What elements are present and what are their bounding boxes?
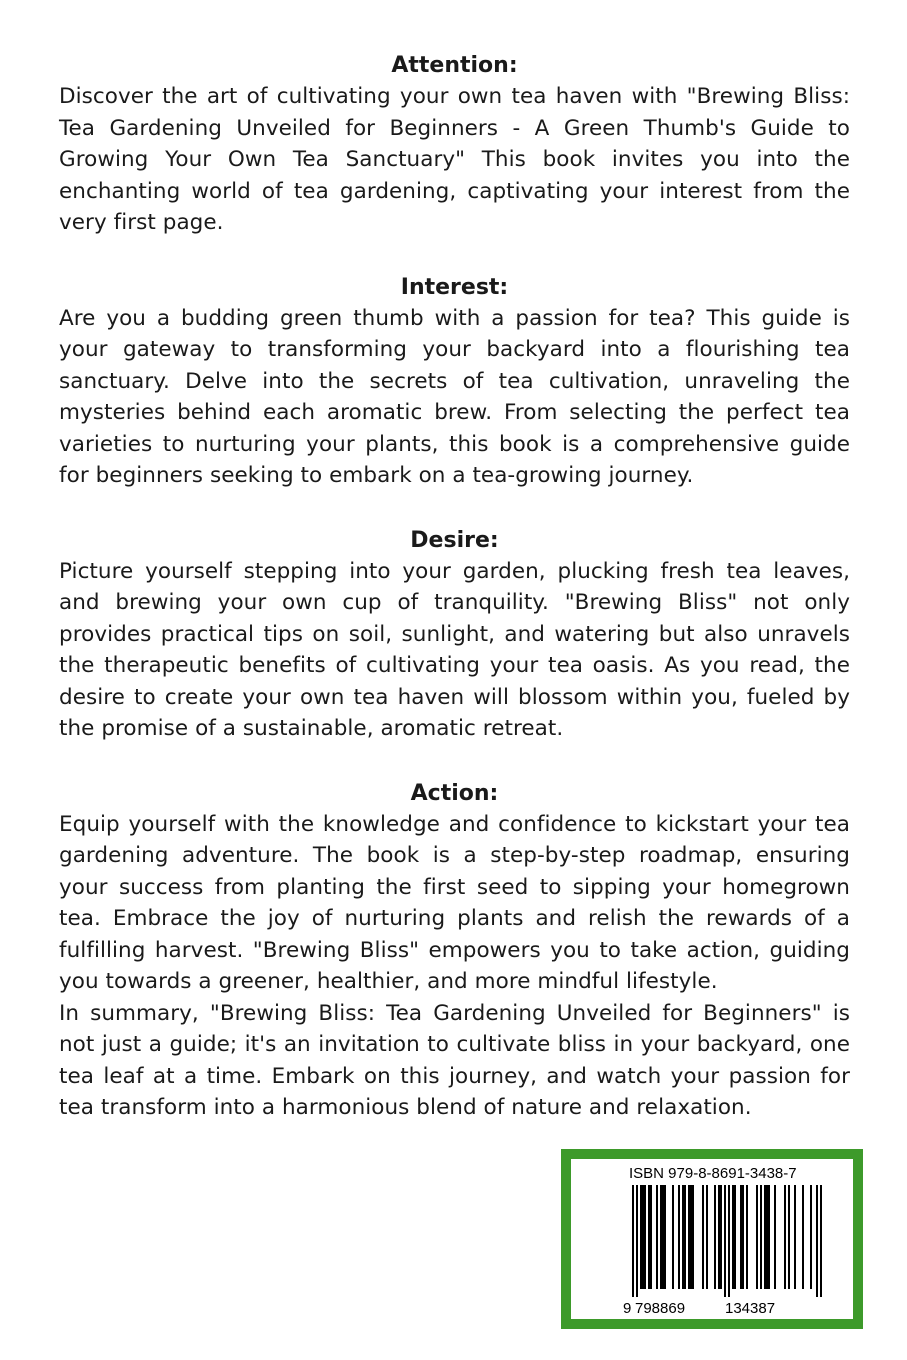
barcode-bar [810,1185,812,1289]
barcode-bar [732,1185,734,1289]
barcode-first-digit: 9 [623,1300,632,1317]
barcode-bar [784,1185,786,1289]
barcode-bar [774,1185,776,1289]
barcode-bar [688,1185,690,1289]
paragraph-interest: Are you a budding green thumb with a passion for tea? This guide is your gateway to transforming your backyard into a flourishing tea sanctuary. Delve into the secrets of tea cultivation, unraveling the mysteries behind each aromatic brew. From selecting the perfect tea varieties to nurturing your plants, this book is a comprehensive guide for beginners seeking to embark on a tea-growing journey. [59,305,850,488]
barcode-bar [650,1185,652,1289]
barcode-bar [740,1185,742,1289]
barcode-bar [734,1185,736,1289]
barcode-bar [820,1185,822,1297]
barcode-bar [816,1185,818,1297]
barcode-bar [802,1185,804,1289]
barcode-left-digits: 798869 [635,1300,686,1317]
barcode-bar [760,1185,762,1289]
barcode-bar [632,1185,634,1297]
barcode-bar [764,1185,766,1289]
barcode-bar [642,1185,644,1289]
barcode-bar [768,1185,770,1289]
paragraph-summary: In summary, "Brewing Bliss: Tea Gardening Unveiled for Beginners" is not just a guide; it's an invitation to cultivate bliss in your backyard, one tea leaf at a time. Embark on this journey, and watch your passion for tea transform into a harmonious blend of nature and relaxation. [59,1000,850,1120]
barcode-right-digits: 134387 [725,1300,776,1317]
barcode-bar [742,1185,744,1289]
barcode-bar [690,1185,692,1289]
barcode-bar [678,1185,680,1289]
isbn-barcode-block [561,1149,863,1329]
paragraph-desire: Picture yourself stepping into your garden, plucking fresh tea leaves, and brewing your own cup of tranquility. "Brewing Bliss" not only provides practical tips on soil, sunlight, and watering but also unravels the therapeutic benefits of cultivating your tea oasis. As you read, the desire to create your own tea haven will blossom within you, fueled by the promise of a sustainable, aromatic retreat. [59,558,850,741]
barcode-bar [644,1185,646,1289]
barcode-bar [648,1185,650,1289]
barcode-bar [718,1185,720,1289]
barcode-bar [706,1185,708,1289]
barcode-bars [632,1185,822,1297]
barcode-bar [692,1185,694,1289]
barcode-bar [640,1185,642,1289]
barcode-bar [728,1185,730,1297]
barcode-bar [682,1185,684,1289]
heading-desire: Desire: [410,527,499,553]
barcode-bar [724,1185,726,1297]
barcode-bar [662,1185,664,1289]
isbn-label: ISBN 979-8-8691-3438-7 [629,1165,797,1182]
barcode-bar [656,1185,658,1289]
back-cover-text [59,50,850,1124]
barcode-bar [794,1185,796,1289]
heading-action: Action: [410,780,499,806]
barcode-bar [684,1185,686,1289]
barcode-bar [720,1185,722,1289]
barcode-bar [756,1185,758,1289]
barcode-bar [714,1185,716,1289]
barcode-bar [702,1185,704,1289]
barcode-graphic [571,1159,853,1319]
barcode-bar [746,1185,748,1289]
heading-attention: Attention: [391,53,518,78]
barcode-bar [672,1185,674,1289]
paragraph-action: Equip yourself with the knowledge and confidence to kickstart your tea gardening adventure. The book is a step-by-step roadmap, ensuring your success from planting the first seed to sipping your homegrown tea. Embrace the joy of nurturing plants and relish the rewards of a fulfilling harvest. "Brewing Bliss" empowers you to take action, guiding you towards a greener, healthier, and more mindful lifestyle. [59,811,850,994]
barcode-bar [664,1185,666,1289]
barcode-bar [766,1185,768,1289]
paragraph-attention: Discover the art of cultivating your own tea haven with "Brewing Bliss: Tea Gardening Unveiled for Beginners - A Green Thumb's Guide to Growing Your Own Tea Sanctuary" This book invites you into the enchanting world of tea gardening, captivating your interest from the very first page. [59,84,850,235]
heading-interest: Interest: [400,274,509,300]
barcode-bar [636,1185,638,1297]
barcode-bar [660,1185,662,1289]
barcode-bar [788,1185,790,1289]
